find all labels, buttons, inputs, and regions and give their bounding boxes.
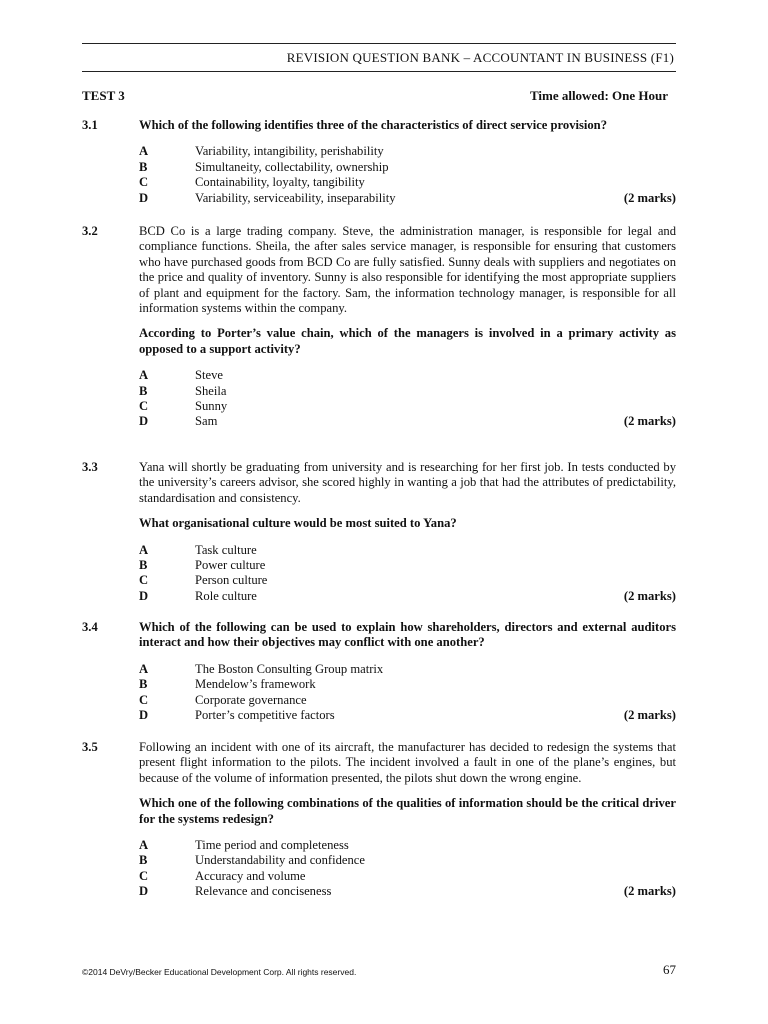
marks-label: (2 marks) <box>623 707 676 722</box>
option-c <box>139 399 676 414</box>
question-scenario: Yana will shortly be graduating from university and is researching for her first job. In tests conducted by the university’s careers advisor, she scored highly in wanting a job that had the attributes of predictability, standardisation and consistency. <box>139 460 676 505</box>
test-title: TEST 3 <box>82 88 125 103</box>
option-d <box>139 414 676 429</box>
option-text: Steve <box>195 368 223 383</box>
option-text: Power culture <box>195 558 266 573</box>
option-letter: B <box>139 677 148 692</box>
question-3-1 <box>82 118 676 206</box>
option-text: Simultaneity, collectability, ownership <box>195 159 389 174</box>
question-stem: Which of the following identifies three of the characteristics of direct service provision? <box>139 118 607 132</box>
option-letter: C <box>139 175 149 190</box>
option-text: Relevance and conciseness <box>195 884 332 899</box>
option-text: Task culture <box>195 542 257 557</box>
option-d <box>139 708 676 723</box>
option-letter: C <box>139 573 149 588</box>
question-3-2 <box>82 224 676 430</box>
answer-options <box>139 662 676 724</box>
question-number: 3.1 <box>82 118 98 132</box>
question-stem: What organisational culture would be most suited to Yana? <box>139 516 457 531</box>
option-a <box>139 838 676 853</box>
option-letter: A <box>139 838 149 853</box>
question-stem: Which one of the following combinations of the qualities of information should be the critical driver for the systems redesign? <box>139 796 676 826</box>
option-letter: D <box>139 414 149 429</box>
running-head: REVISION QUESTION BANK – ACCOUNTANT IN BUSINESS (F1) <box>286 50 674 65</box>
option-c <box>139 869 676 884</box>
option-d <box>139 589 676 604</box>
option-letter: B <box>139 853 148 868</box>
option-text: Containability, loyalty, tangibility <box>195 175 365 190</box>
option-b <box>139 677 676 692</box>
question-number: 3.2 <box>82 224 98 238</box>
answer-options <box>139 144 676 206</box>
option-letter: B <box>139 383 148 398</box>
option-text: Understandability and confidence <box>195 853 365 868</box>
option-a <box>139 662 676 677</box>
question-number: 3.5 <box>82 740 98 754</box>
option-letter: B <box>139 159 148 174</box>
option-letter: D <box>139 707 149 722</box>
question-3-4 <box>82 620 676 723</box>
question-stem: Which of the following can be used to explain how shareholders, directors and external auditors interact and how their objectives may conflict with one another? <box>139 620 676 650</box>
option-a <box>139 144 676 159</box>
option-letter: D <box>139 190 149 205</box>
question-scenario: Following an incident with one of its aircraft, the manufacturer has decided to redesign the systems that present flight information to the pilots. The incident involved a fault in one of the plane’s engines, but because of the volume of information presented, the pilots shut down the wrong engine. <box>139 740 676 785</box>
option-text: Variability, serviceability, inseparability <box>195 190 396 205</box>
option-c <box>139 573 676 588</box>
header-bottom-rule <box>82 71 676 72</box>
question-number: 3.4 <box>82 620 98 634</box>
option-letter: A <box>139 368 149 383</box>
option-letter: C <box>139 399 149 414</box>
option-b <box>139 160 676 175</box>
option-b <box>139 558 676 573</box>
option-d <box>139 884 676 899</box>
option-text: Time period and completeness <box>195 838 349 853</box>
marks-label: (2 marks) <box>623 190 676 205</box>
option-text: Sunny <box>195 399 228 414</box>
option-letter: D <box>139 588 149 603</box>
option-c <box>139 175 676 190</box>
option-text: Person culture <box>195 573 268 588</box>
option-text: Sam <box>195 414 218 429</box>
question-3-5 <box>82 740 676 900</box>
option-a <box>139 368 676 383</box>
option-text: Variability, intangibility, perishability <box>195 144 384 159</box>
option-text: The Boston Consulting Group matrix <box>195 661 384 676</box>
question-stem: According to Porter’s value chain, which of the managers is involved in a primary activity as opposed to a support activity? <box>139 326 676 356</box>
option-letter: D <box>139 884 149 899</box>
question-number: 3.3 <box>82 460 98 474</box>
time-allowed: Time allowed: One Hour <box>529 88 668 103</box>
option-text: Accuracy and volume <box>195 868 306 883</box>
test-heading-row <box>82 88 668 104</box>
option-letter: A <box>139 661 149 676</box>
question-3-3 <box>82 460 676 604</box>
answer-options <box>139 543 676 605</box>
answer-options <box>139 838 676 900</box>
marks-label: (2 marks) <box>623 414 676 429</box>
option-c <box>139 693 676 708</box>
marks-label: (2 marks) <box>623 884 676 899</box>
option-text: Corporate governance <box>195 692 307 707</box>
copyright-footer: ©2014 DeVry/Becker Educational Development Corp. All rights reserved. <box>82 967 357 977</box>
option-letter: A <box>139 542 149 557</box>
question-scenario: BCD Co is a large trading company. Steve, the administration manager, is responsible for legal and compliance functions. Sheila, the after sales service manager, is responsible for ensuring that customers who have purchased goods from BCD Co are fully satisfied. Sunny deals with suppliers and negotiates on the price and quality of inventory. Sunny is also responsible for identifying the most appropriate suppliers of plant and equipment for the factory. Sam, the information technology manager, is responsible for all information systems within the company. <box>139 224 676 316</box>
option-letter: A <box>139 144 149 159</box>
header-top-rule <box>82 43 676 44</box>
option-letter: C <box>139 868 149 883</box>
option-text: Role culture <box>195 588 257 603</box>
option-text: Sheila <box>195 383 227 398</box>
answer-options <box>139 368 676 430</box>
option-text: Porter’s competitive factors <box>195 707 335 722</box>
option-letter: C <box>139 692 149 707</box>
option-b <box>139 853 676 868</box>
option-a <box>139 543 676 558</box>
option-letter: B <box>139 558 148 573</box>
option-text: Mendelow’s framework <box>195 677 316 692</box>
page-number: 67 <box>663 962 676 977</box>
marks-label: (2 marks) <box>623 588 676 603</box>
option-b <box>139 384 676 399</box>
option-d <box>139 191 676 206</box>
